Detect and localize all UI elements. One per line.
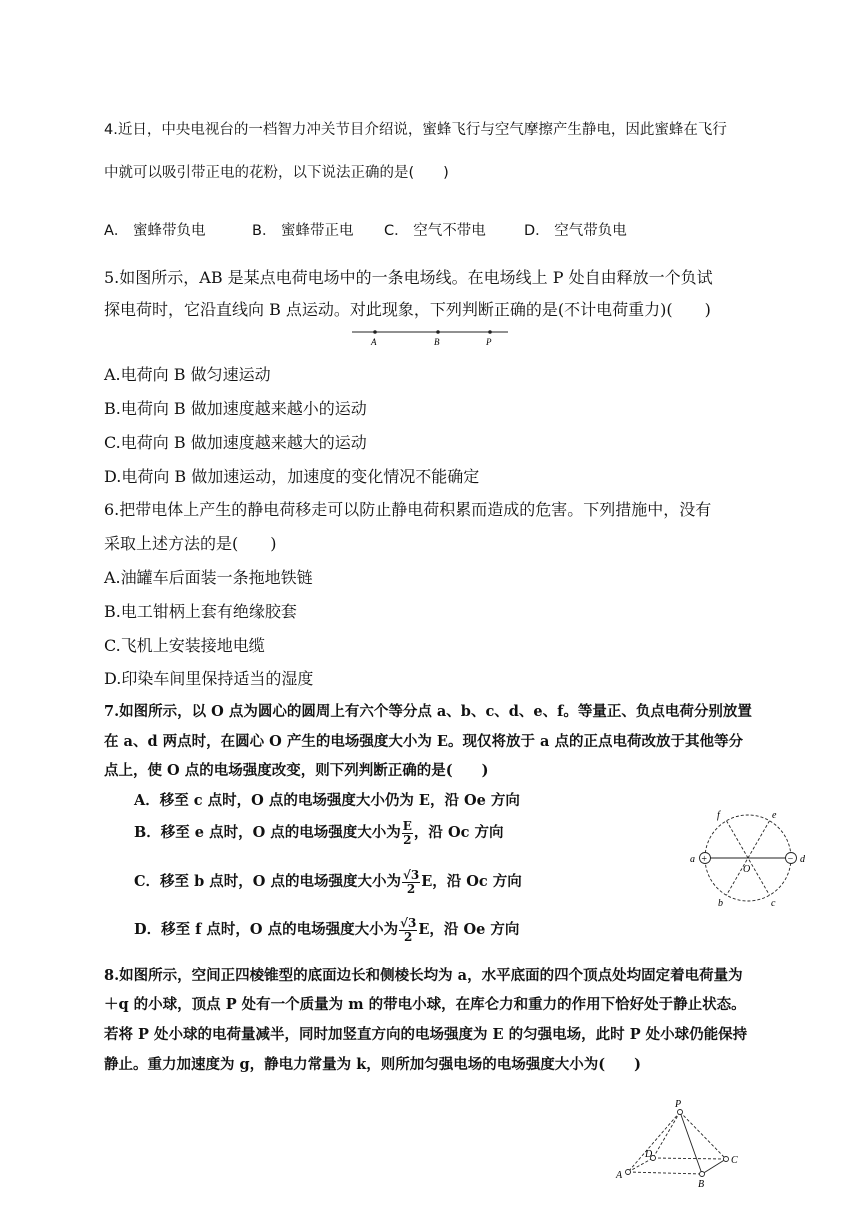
label-c: C: [731, 1155, 738, 1166]
label-b: b: [718, 898, 723, 909]
q4-option-d: D． 空气带负电: [524, 223, 627, 239]
q7-option-d-text: D．移至 f 点时，O 点的电场强度大小为: [134, 921, 399, 939]
edge-b-c: [702, 1159, 726, 1174]
edge-p-d: [653, 1112, 680, 1158]
vertex-b: [700, 1172, 705, 1177]
q7-option-c-fraction: [402, 869, 420, 895]
q4-option-b: B． 蜜蜂带正电: [252, 223, 354, 239]
q7-stem-line1: 7.如图所示，以 O 点为圆心的圆周上有六个等分点 a、b、c、d、e、f。等量正、负点电荷分别放置: [104, 703, 752, 720]
fraction-denominator: 2: [406, 881, 416, 896]
fraction-numerator: √3: [402, 868, 420, 882]
q7-circle-figure: [684, 804, 814, 910]
q5-option-c: C.电荷向 B 做加速度越来越大的运动: [104, 433, 367, 452]
q7-option-b-text: B．移至 e 点时，O 点的电场强度大小为: [134, 824, 401, 842]
fraction-numerator: √3: [400, 916, 417, 930]
q7-option-c-direction: E，沿 Oc 方向: [421, 873, 522, 891]
label-a: A: [371, 337, 377, 347]
q5-stem-line1: 5.如图所示，AB 是某点电荷电场中的一条电场线。在电场线上 P 处自由释放一个负试: [104, 268, 713, 287]
q7-option-a: A．移至 c 点时，O 点的电场强度大小仍为 E，沿 Oe 方向: [134, 792, 520, 809]
q7-option-b-direction: ，沿 Oc 方向: [413, 824, 504, 842]
q5-option-a: A.电荷向 B 做匀速运动: [104, 365, 271, 384]
fraction-denominator: 2: [403, 832, 412, 847]
q6-stem-line2: 采取上述方法的是( ): [104, 534, 277, 553]
label-p: P: [486, 337, 492, 347]
point-b-dot: [436, 330, 440, 334]
q4-option-a: A． 蜜蜂带负电: [104, 223, 206, 239]
label-f: f: [717, 810, 720, 821]
point-p-dot: [488, 330, 492, 334]
label-p: P: [675, 1099, 682, 1110]
vertex-c: [724, 1157, 729, 1162]
q7-stem-line3: 点上，使 O 点的电场强度改变，则下列判断正确的是( ): [104, 762, 489, 779]
q6-option-a: A.油罐车后面装一条拖地铁链: [104, 568, 313, 587]
q7-option-d-fraction: [399, 917, 417, 943]
q6-option-d: D.印染车间里保持适当的湿度: [104, 669, 314, 688]
q6-stem-line1: 6.把带电体上产生的静电荷移走可以防止静电荷积累而造成的危害。下列措施中，没有: [104, 500, 712, 519]
q7-option-b-fraction: [402, 820, 413, 846]
q5-field-line-figure: [350, 326, 512, 348]
q7-option-b: [134, 820, 503, 846]
q4-stem-line1: 4.近日，中央电视台的一档智力冲关节目介绍说，蜜蜂飞行与空气摩擦产生静电，因此蜜蜂在飞行: [104, 122, 727, 138]
label-b: B: [698, 1179, 705, 1190]
label-o: O: [743, 864, 751, 875]
plus-sign: +: [701, 854, 708, 865]
label-a: a: [690, 854, 695, 865]
q7-option-c: [134, 869, 522, 895]
label-a: A: [616, 1170, 623, 1181]
q7-option-c-text: C．移至 b 点时，O 点的电场强度大小为: [134, 873, 401, 891]
label-b: B: [434, 337, 440, 347]
q6-option-b: B.电工钳柄上套有绝缘胶套: [104, 602, 297, 621]
vertex-a: [626, 1170, 631, 1175]
q7-option-d: [134, 917, 519, 943]
q5-option-d: D.电荷向 B 做加速运动，加速度的变化情况不能确定: [104, 467, 480, 486]
q5-option-b: B.电荷向 B 做加速度越来越小的运动: [104, 399, 367, 418]
edge-a-d: [628, 1158, 653, 1172]
label-d: D: [645, 1149, 653, 1160]
q6-option-c: C.飞机上安装接地电缆: [104, 636, 265, 655]
q8-stem-line4: 静止。重力加速度为 g，静电力常量为 k，则所加匀强电场的电场强度大小为( ): [104, 1056, 641, 1073]
label-c: c: [771, 898, 776, 909]
fraction-denominator: 2: [404, 929, 413, 944]
edge-p-a: [628, 1112, 680, 1172]
point-a-dot: [373, 330, 377, 334]
q5-stem-line2: 探电荷时，它沿直线向 B 点运动。对此现象，下列判断正确的是(不计电荷重力)( ): [104, 300, 711, 319]
edge-d-c: [653, 1158, 726, 1159]
q8-stem-line2: ＋q 的小球，顶点 P 处有一个质量为 m 的带电小球，在库仑力和重力的作用下恰好处于静止状态。: [104, 996, 746, 1013]
minus-sign: −: [787, 854, 794, 865]
vertex-p: [678, 1110, 683, 1115]
edge-p-c: [680, 1112, 726, 1159]
label-e: e: [772, 810, 777, 821]
q4-option-c: C． 空气不带电: [384, 223, 486, 239]
q8-pyramid-figure: [612, 1098, 752, 1194]
q7-option-d-direction: E，沿 Oe 方向: [418, 921, 520, 939]
q4-stem-line2: 中就可以吸引带正电的花粉，以下说法正确的是( ): [104, 165, 449, 181]
edge-p-b: [680, 1112, 702, 1174]
q7-stem-line2: 在 a、d 两点时，在圆心 O 产生的电场强度大小为 E。现仅将放于 a 点的正点电荷改放于其他等分: [104, 733, 743, 750]
q8-stem-line1: 8.如图所示，空间正四棱锥型的底面边长和侧棱长均为 a，水平底面的四个顶点处均固定着电荷量为: [104, 967, 743, 984]
fraction-numerator: E: [402, 819, 412, 833]
label-d: d: [800, 854, 805, 865]
edge-a-b: [628, 1172, 702, 1174]
q8-stem-line3: 若将 P 处小球的电荷量减半，同时加竖直方向的电场强度为 E 的匀强电场，此时 P 处小球仍能保持: [104, 1026, 748, 1043]
